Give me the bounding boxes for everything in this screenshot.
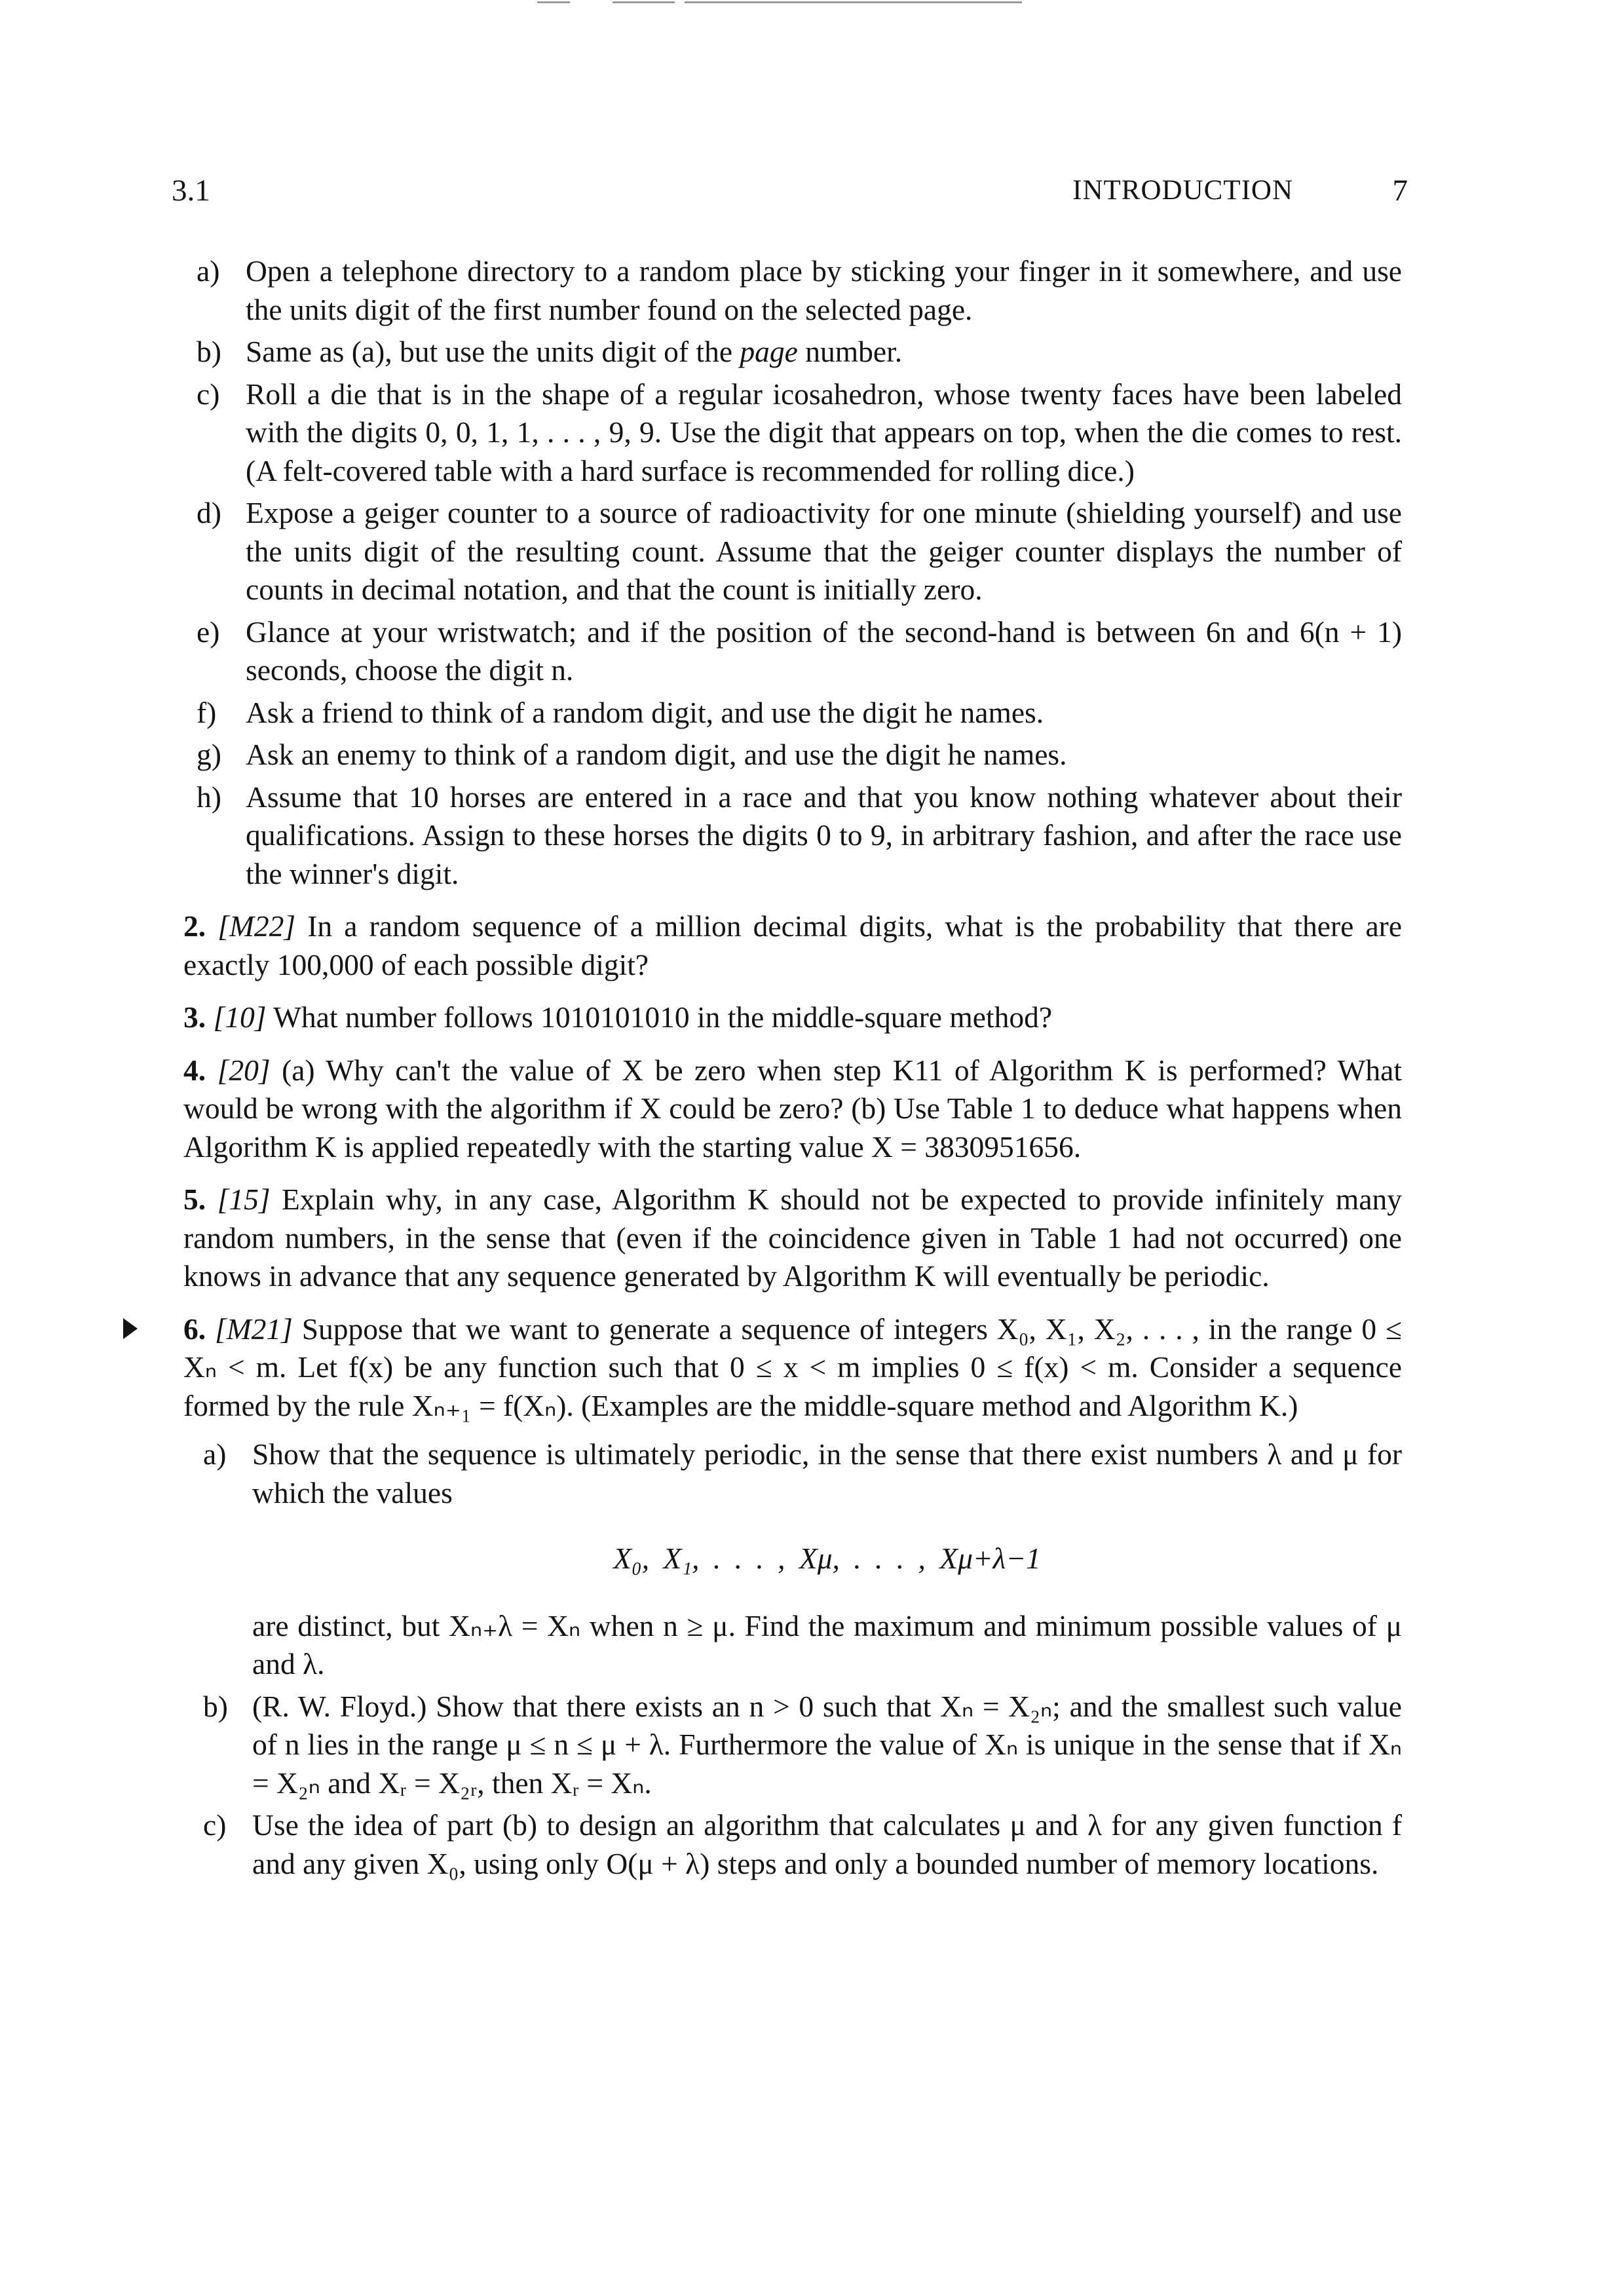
list-item bbox=[183, 613, 1402, 690]
exercise-rating: [20] bbox=[217, 1053, 271, 1087]
list-item bbox=[183, 375, 1402, 491]
item-text: Glance at your wristwatch; and if the position of the second-hand is between 6n and 6(n + 1) seconds, choose the digit n. bbox=[246, 615, 1402, 687]
item-label: g) bbox=[197, 738, 221, 771]
exercise-text: In a random sequence of a million decimal digits, what is the probability that there are exactly 100,000 of each possible digit? bbox=[183, 909, 1403, 981]
item-label: a) bbox=[197, 254, 220, 288]
list-item bbox=[183, 333, 1402, 371]
item-text: Ask a friend to think of a random digit, and use the digit he names. bbox=[246, 695, 1044, 729]
exercise-text: Suppose that we want to generate a sequence of integers X₀, X₁, X₂, . . . , in the range 0 ≤ Xₙ < m. Let f(x) be any function such that 0 ≤ x < m implies 0 ≤ f(x) < m. Consider a sequence formed by the rule Xₙ₊₁ = f(Xₙ). (Examples are the middle-square method and Algorithm K.) bbox=[183, 1312, 1403, 1422]
exercise-2 bbox=[183, 907, 1402, 984]
part-text: Use the idea of part (b) to design an algorithm that calculates μ and λ for any given function f and any given X₀, using only O(μ + λ) steps and only a bounded number of memory locations. bbox=[252, 1808, 1402, 1880]
exercise-6-part-a bbox=[183, 1435, 1402, 1684]
part-text: (R. W. Floyd.) Show that there exists an n > 0 such that Xₙ = X₂ₙ; and the smallest such value of n lies in the range μ ≤ n ≤ μ + λ. Furthermore the value of Xₙ is unique in the sense that if Xₙ = X₂ₙ and Xᵣ = X₂ᵣ, then Xᵣ = Xₙ. bbox=[252, 1689, 1402, 1800]
item-text: Open a telephone directory to a random place by sticking your finger in it somewhere, and use the units digit of the first number found on the selected page. bbox=[246, 254, 1402, 326]
exercise-rating: [M21] bbox=[215, 1312, 293, 1346]
exercise-6-part-b bbox=[183, 1688, 1402, 1803]
exercise-6-part-c bbox=[183, 1806, 1402, 1883]
display-formula: X₀, X₁, . . . , Xμ, . . . , Xμ+λ−1 bbox=[613, 1542, 1041, 1575]
item-text: Roll a die that is in the shape of a regular icosahedron, whose twenty faces have been labeled with the digits 0, 0, 1, 1, . . . , 9, 9. Use the digit that appears on top, when the die comes to rest. (A felt-covered table with a hard surface is recommended for rolling dice.) bbox=[246, 377, 1402, 487]
exercise-4 bbox=[183, 1052, 1402, 1167]
part-text-continued: are distinct, but Xₙ₊λ = Xₙ when n ≥ μ. Find the maximum and minimum possible values of μ and λ. bbox=[252, 1608, 1402, 1680]
chapter-title: INTRODUCTION bbox=[1072, 175, 1293, 206]
item-text: Expose a geiger counter to a source of radioactivity for one minute (shielding yourself) and use the units digit of the resulting count. Assume that the geiger counter displays the number of counts in decimal notation, and that the count is initially zero. bbox=[246, 496, 1402, 606]
exercise-rating: [10] bbox=[213, 1000, 267, 1034]
item-emphasis: page bbox=[740, 335, 798, 368]
list-item bbox=[183, 694, 1402, 732]
item-label: e) bbox=[197, 615, 220, 649]
exercise-number: 2. bbox=[183, 909, 206, 943]
exercise-text: Explain why, in any case, Algorithm K should not be expected to provide infinitely many random numbers, in the sense that (even if the coincidence given in Table 1 had not occurred) one knows in advance that any sequence generated by Algorithm K will eventually be periodic. bbox=[183, 1183, 1403, 1293]
item-text: Ask an enemy to think of a random digit, and use the digit he names. bbox=[246, 738, 1067, 771]
part-label: c) bbox=[203, 1808, 227, 1842]
page-body bbox=[183, 252, 1402, 1887]
exercise-number: 3. bbox=[183, 1000, 206, 1034]
item-label: c) bbox=[197, 377, 220, 411]
running-header bbox=[172, 168, 1408, 214]
exercise-number: 6. bbox=[183, 1312, 206, 1346]
exercise-text: What number follows 1010101010 in the middle-square method? bbox=[273, 1000, 1053, 1034]
triangle-marker-icon bbox=[123, 1318, 138, 1339]
exercise-text: (a) Why can't the value of X be zero when step K11 of Algorithm K is performed? What would be wrong with the algorithm if X could be zero? (b) Use Table 1 to deduce what happens when Algorithm K is applied repeatedly with the starting value X = 3830951656. bbox=[183, 1053, 1403, 1164]
list-item bbox=[183, 778, 1402, 894]
item-text: Assume that 10 horses are entered in a race and that you know nothing whatever about their qualifications. Assign to these horses the digits 0 to 9, in arbitrary fashion, and after the race use the winner's digit. bbox=[246, 780, 1402, 890]
part-text: Show that the sequence is ultimately periodic, in the sense that there exist numbers λ and μ for which the values bbox=[252, 1437, 1402, 1509]
list-item bbox=[183, 736, 1402, 774]
exercise-number: 5. bbox=[183, 1183, 206, 1216]
exercise-6 bbox=[183, 1310, 1402, 1426]
exercise-rating: [M22] bbox=[217, 909, 296, 943]
top-rule-segment bbox=[537, 1, 570, 3]
exercise-number: 4. bbox=[183, 1053, 206, 1087]
top-rule-segment bbox=[613, 1, 675, 3]
list-item bbox=[183, 252, 1402, 329]
item-label: b) bbox=[197, 335, 221, 368]
item-label: f) bbox=[197, 695, 217, 729]
item-label: h) bbox=[197, 780, 221, 814]
part-label: a) bbox=[203, 1437, 227, 1471]
part-label: b) bbox=[203, 1689, 228, 1723]
item-text: number. bbox=[797, 335, 903, 368]
exercise-5 bbox=[183, 1181, 1402, 1296]
list-item bbox=[183, 494, 1402, 609]
page-number: 7 bbox=[1392, 174, 1408, 208]
item-label: d) bbox=[197, 496, 221, 529]
item-text: Same as (a), but use the units digit of the bbox=[246, 335, 740, 368]
exercise-3 bbox=[183, 998, 1402, 1037]
exercise-rating: [15] bbox=[217, 1183, 271, 1216]
section-number: 3.1 bbox=[172, 174, 210, 208]
top-rule-segment bbox=[685, 1, 1022, 3]
